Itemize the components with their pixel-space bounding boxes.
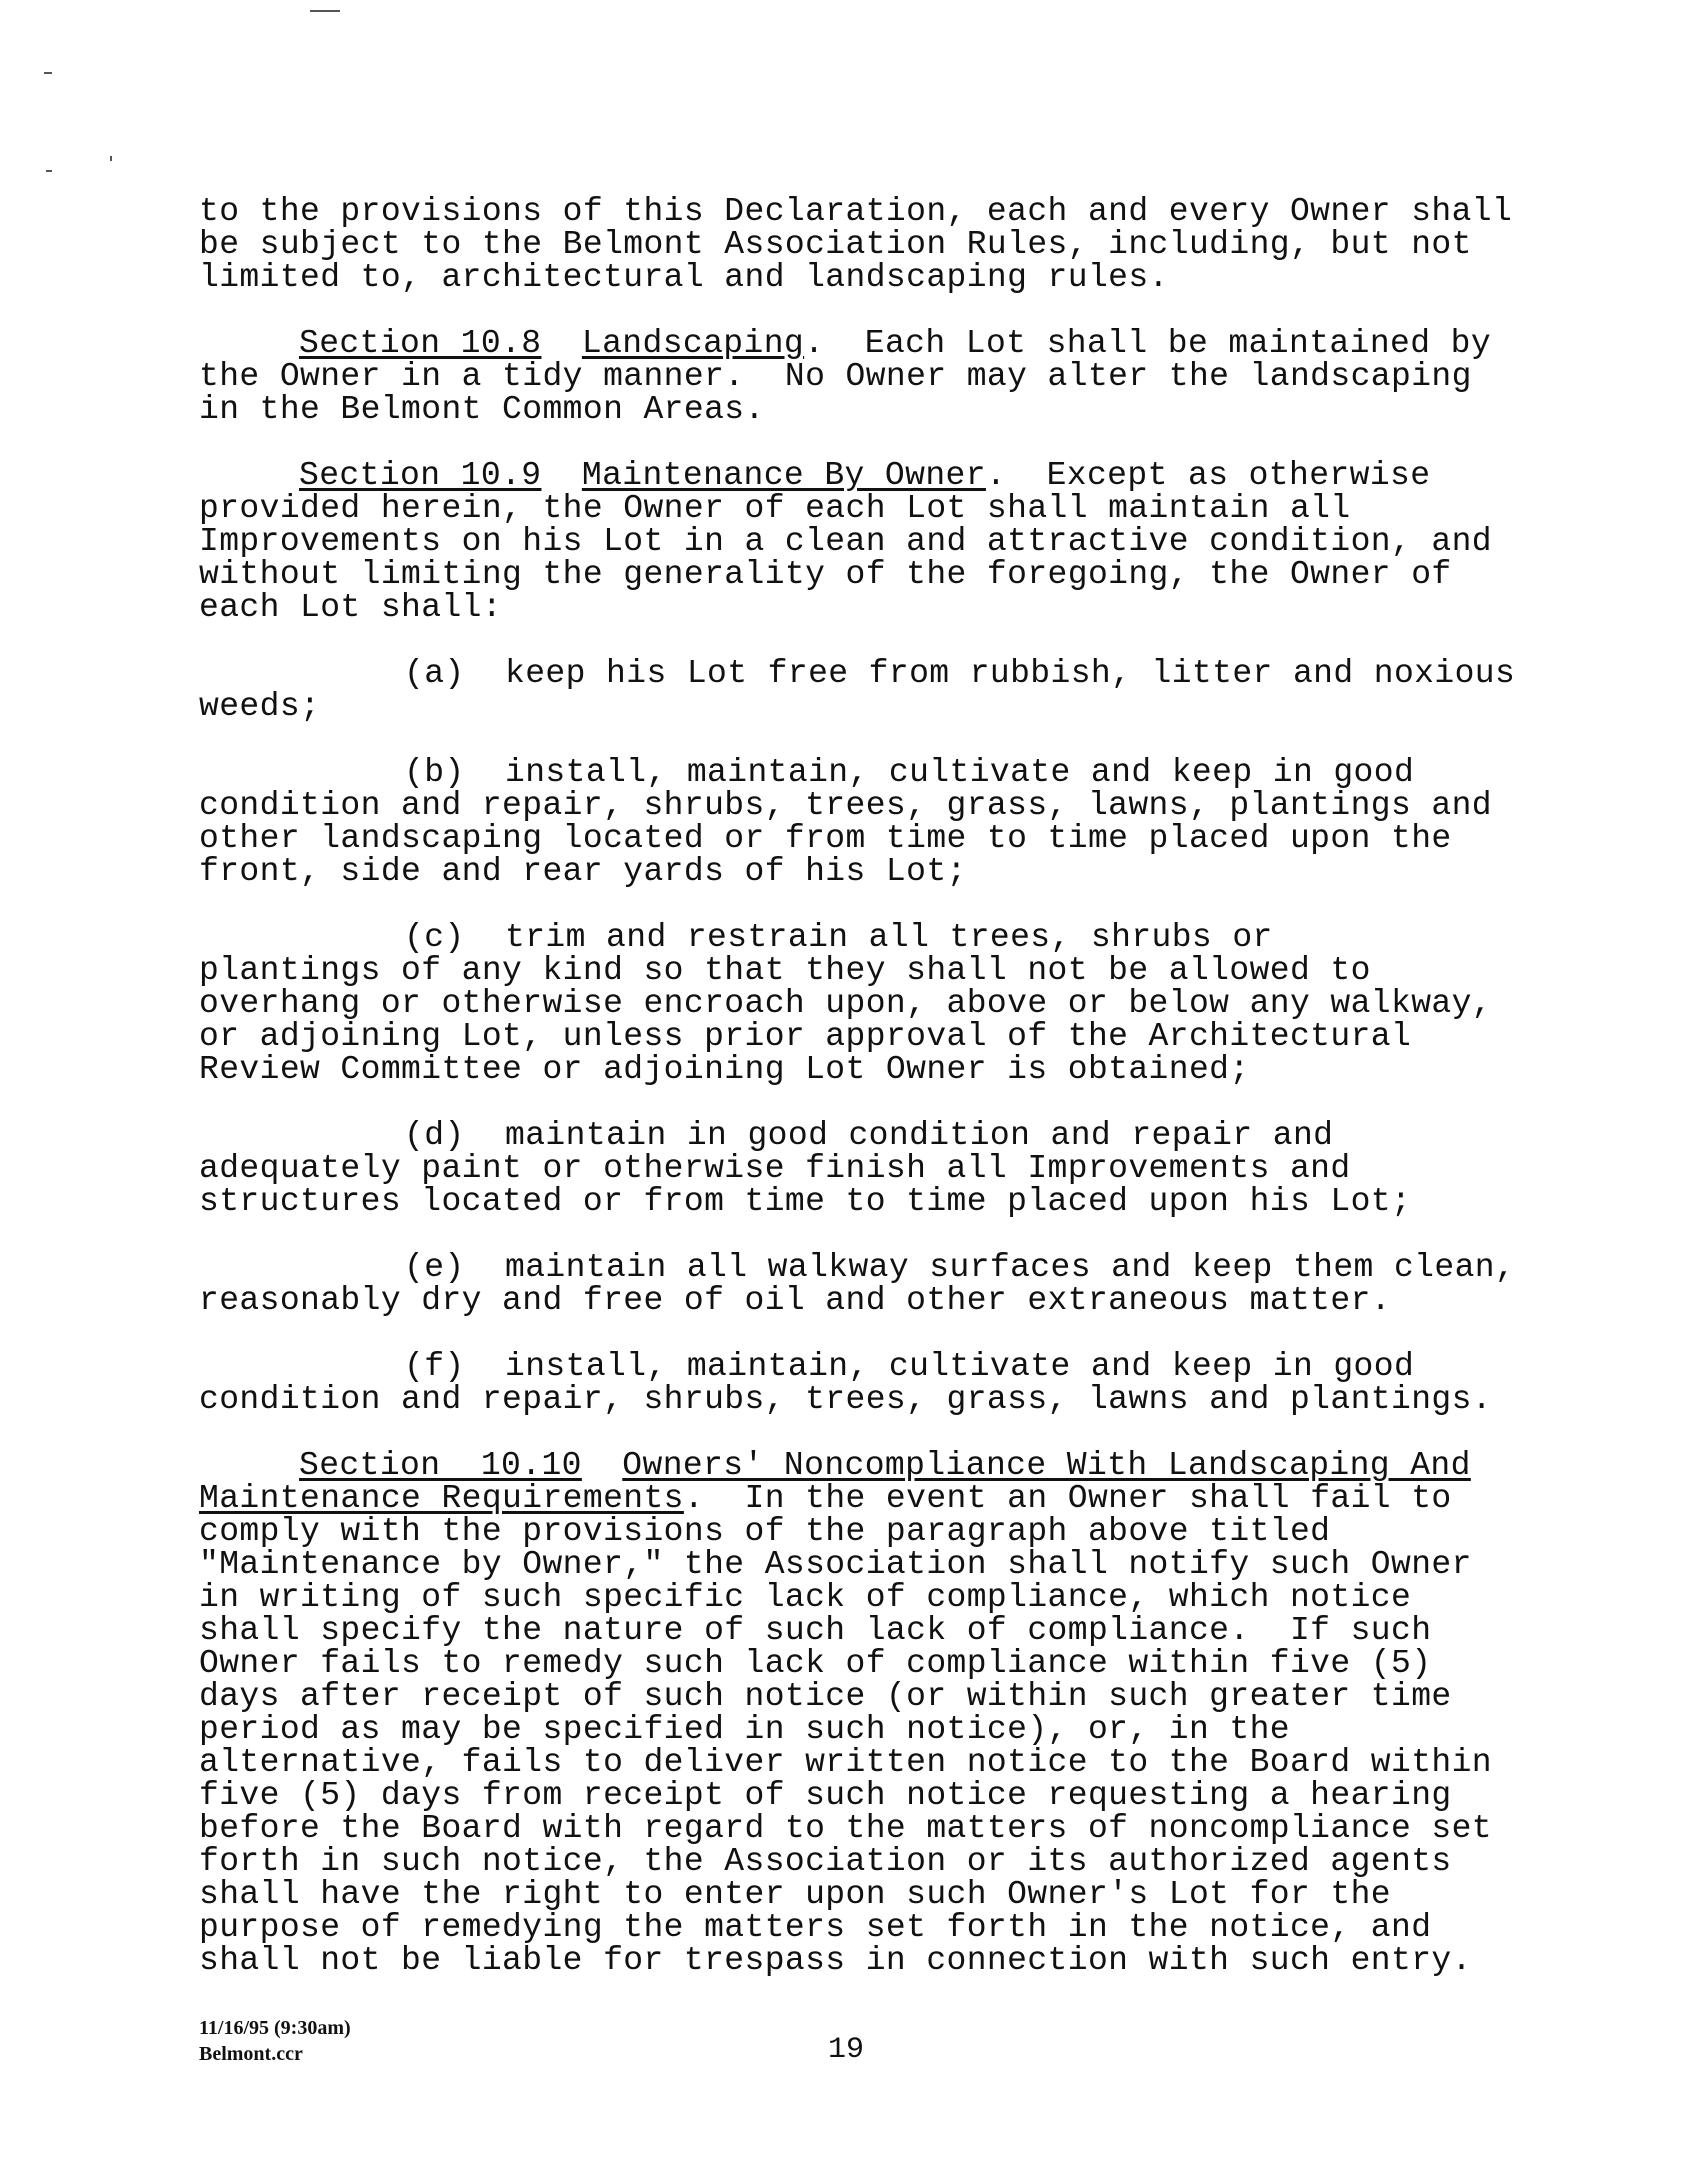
- section-10-10-paragraph: [199, 1449, 1529, 1977]
- section-paragraph: [199, 327, 1529, 426]
- list-item-first-line: (e) maintain all walkway surfaces and keep them clean,: [404, 1249, 1516, 1286]
- list-item: [199, 921, 1529, 1086]
- section-body: . Each Lot shall be maintained by the Owner in a tidy manner. No Owner may alter the landscaping in the Belmont Common Areas.: [199, 325, 1492, 428]
- section-number: Section 10.8: [299, 325, 542, 362]
- list-item-first-line: (a) keep his Lot free from rubbish, litter and noxious: [404, 655, 1516, 692]
- continuation-paragraph: to the provisions of this Declaration, each and every Owner shall be subject to the Belmont Association Rules, including, but not limited to, architectural and landscaping rules.: [199, 193, 1513, 296]
- scan-mark: [310, 10, 340, 12]
- list-item-first-line: (f) install, maintain, cultivate and keep in good: [404, 1348, 1415, 1385]
- section-body: comply with the provisions of the paragraph above titled "Maintenance by Owner," the Association shall notify such Owner in writing of such specific lack of compliance, which notice shall specify the nature of such lack of compliance. If such Owner fails to remedy such lack of compliance within five (5) days after receipt of such notice (or within such greater time period as may be specified in such notice), or, in the alternative, fails to deliver written notice to the Board within five (5) days from receipt of such notice requesting a hearing before the Board with regard to the matters of noncompliance set forth in such notice, the Association or its authorized agents shall have the right to enter upon such Owner's Lot for the purpose of remedying the matters set forth in the notice, and shall not be liable for trespass in connection with such entry.: [199, 1513, 1493, 1979]
- section-body-first: . In the event an Owner shall fail to: [683, 1480, 1452, 1517]
- section-heading: Landscaping: [581, 325, 805, 362]
- list-item-first-line: (d) maintain in good condition and repair and: [404, 1117, 1334, 1154]
- section-number: Section 10.10: [299, 1447, 582, 1484]
- section-paragraph: [199, 459, 1529, 624]
- list-item: [199, 756, 1529, 888]
- section-number: Section 10.9: [299, 457, 542, 494]
- footer-info: [199, 2015, 351, 2067]
- list-item-continuation: adequately paint or otherwise finish all Improvements and structures located or from time to time placed upon his Lot;: [199, 1150, 1412, 1220]
- section-heading: Maintenance By Owner: [581, 457, 986, 494]
- list-item-continuation: weeds;: [199, 688, 321, 725]
- list-item-continuation: condition and repair, shrubs, trees, grass, lawns and plantings.: [199, 1381, 1493, 1418]
- section-heading-continued: Maintenance Requirements: [199, 1480, 684, 1517]
- page-number: 19: [828, 2033, 865, 2067]
- scan-mark: [46, 170, 52, 172]
- list-item: [199, 657, 1529, 723]
- list-item-continuation: plantings of any kind so that they shall not be allowed to overhang or otherwise encroach upon, above or below any walkway, or adjoining Lot, unless prior approval of the Architectural Review Committee or adjoining Lot Owner is obtained;: [199, 952, 1493, 1088]
- list-item-first-line: (c) trim and restrain all trees, shrubs or: [404, 919, 1273, 956]
- list-item-first-line: (b) install, maintain, cultivate and keep in good: [404, 754, 1415, 791]
- list-item: [199, 1119, 1529, 1218]
- footer-filename: Belmont.ccr: [199, 2043, 303, 2065]
- list-item: [199, 1251, 1529, 1317]
- list-item-continuation: reasonably dry and free of oil and other extraneous matter.: [199, 1282, 1391, 1319]
- scan-mark: [110, 156, 112, 161]
- list-item-continuation: condition and repair, shrubs, trees, grass, lawns, plantings and other landscaping located or from time to time placed upon the front, side and rear yards of his Lot;: [199, 787, 1493, 890]
- section-heading: Owners' Noncompliance With Landscaping And: [622, 1447, 1471, 1484]
- section-10-10-heading-line-2: [199, 1482, 1529, 1515]
- scan-mark: [44, 72, 52, 74]
- section-gap: [541, 457, 581, 494]
- document-body: [199, 195, 1529, 1977]
- footer-date: 11/16/95 (9:30am): [199, 2017, 351, 2039]
- section-body: . Except as otherwise provided herein, the Owner of each Lot shall maintain all Improvements on his Lot in a clean and attractive condition, and without limiting the generality of the foregoing, the Owner of each Lot shall:: [199, 457, 1493, 626]
- section-10-10-heading-line: [199, 1449, 1529, 1482]
- list-item: [199, 1350, 1529, 1416]
- section-gap: [541, 325, 581, 362]
- section-gap: [582, 1447, 622, 1484]
